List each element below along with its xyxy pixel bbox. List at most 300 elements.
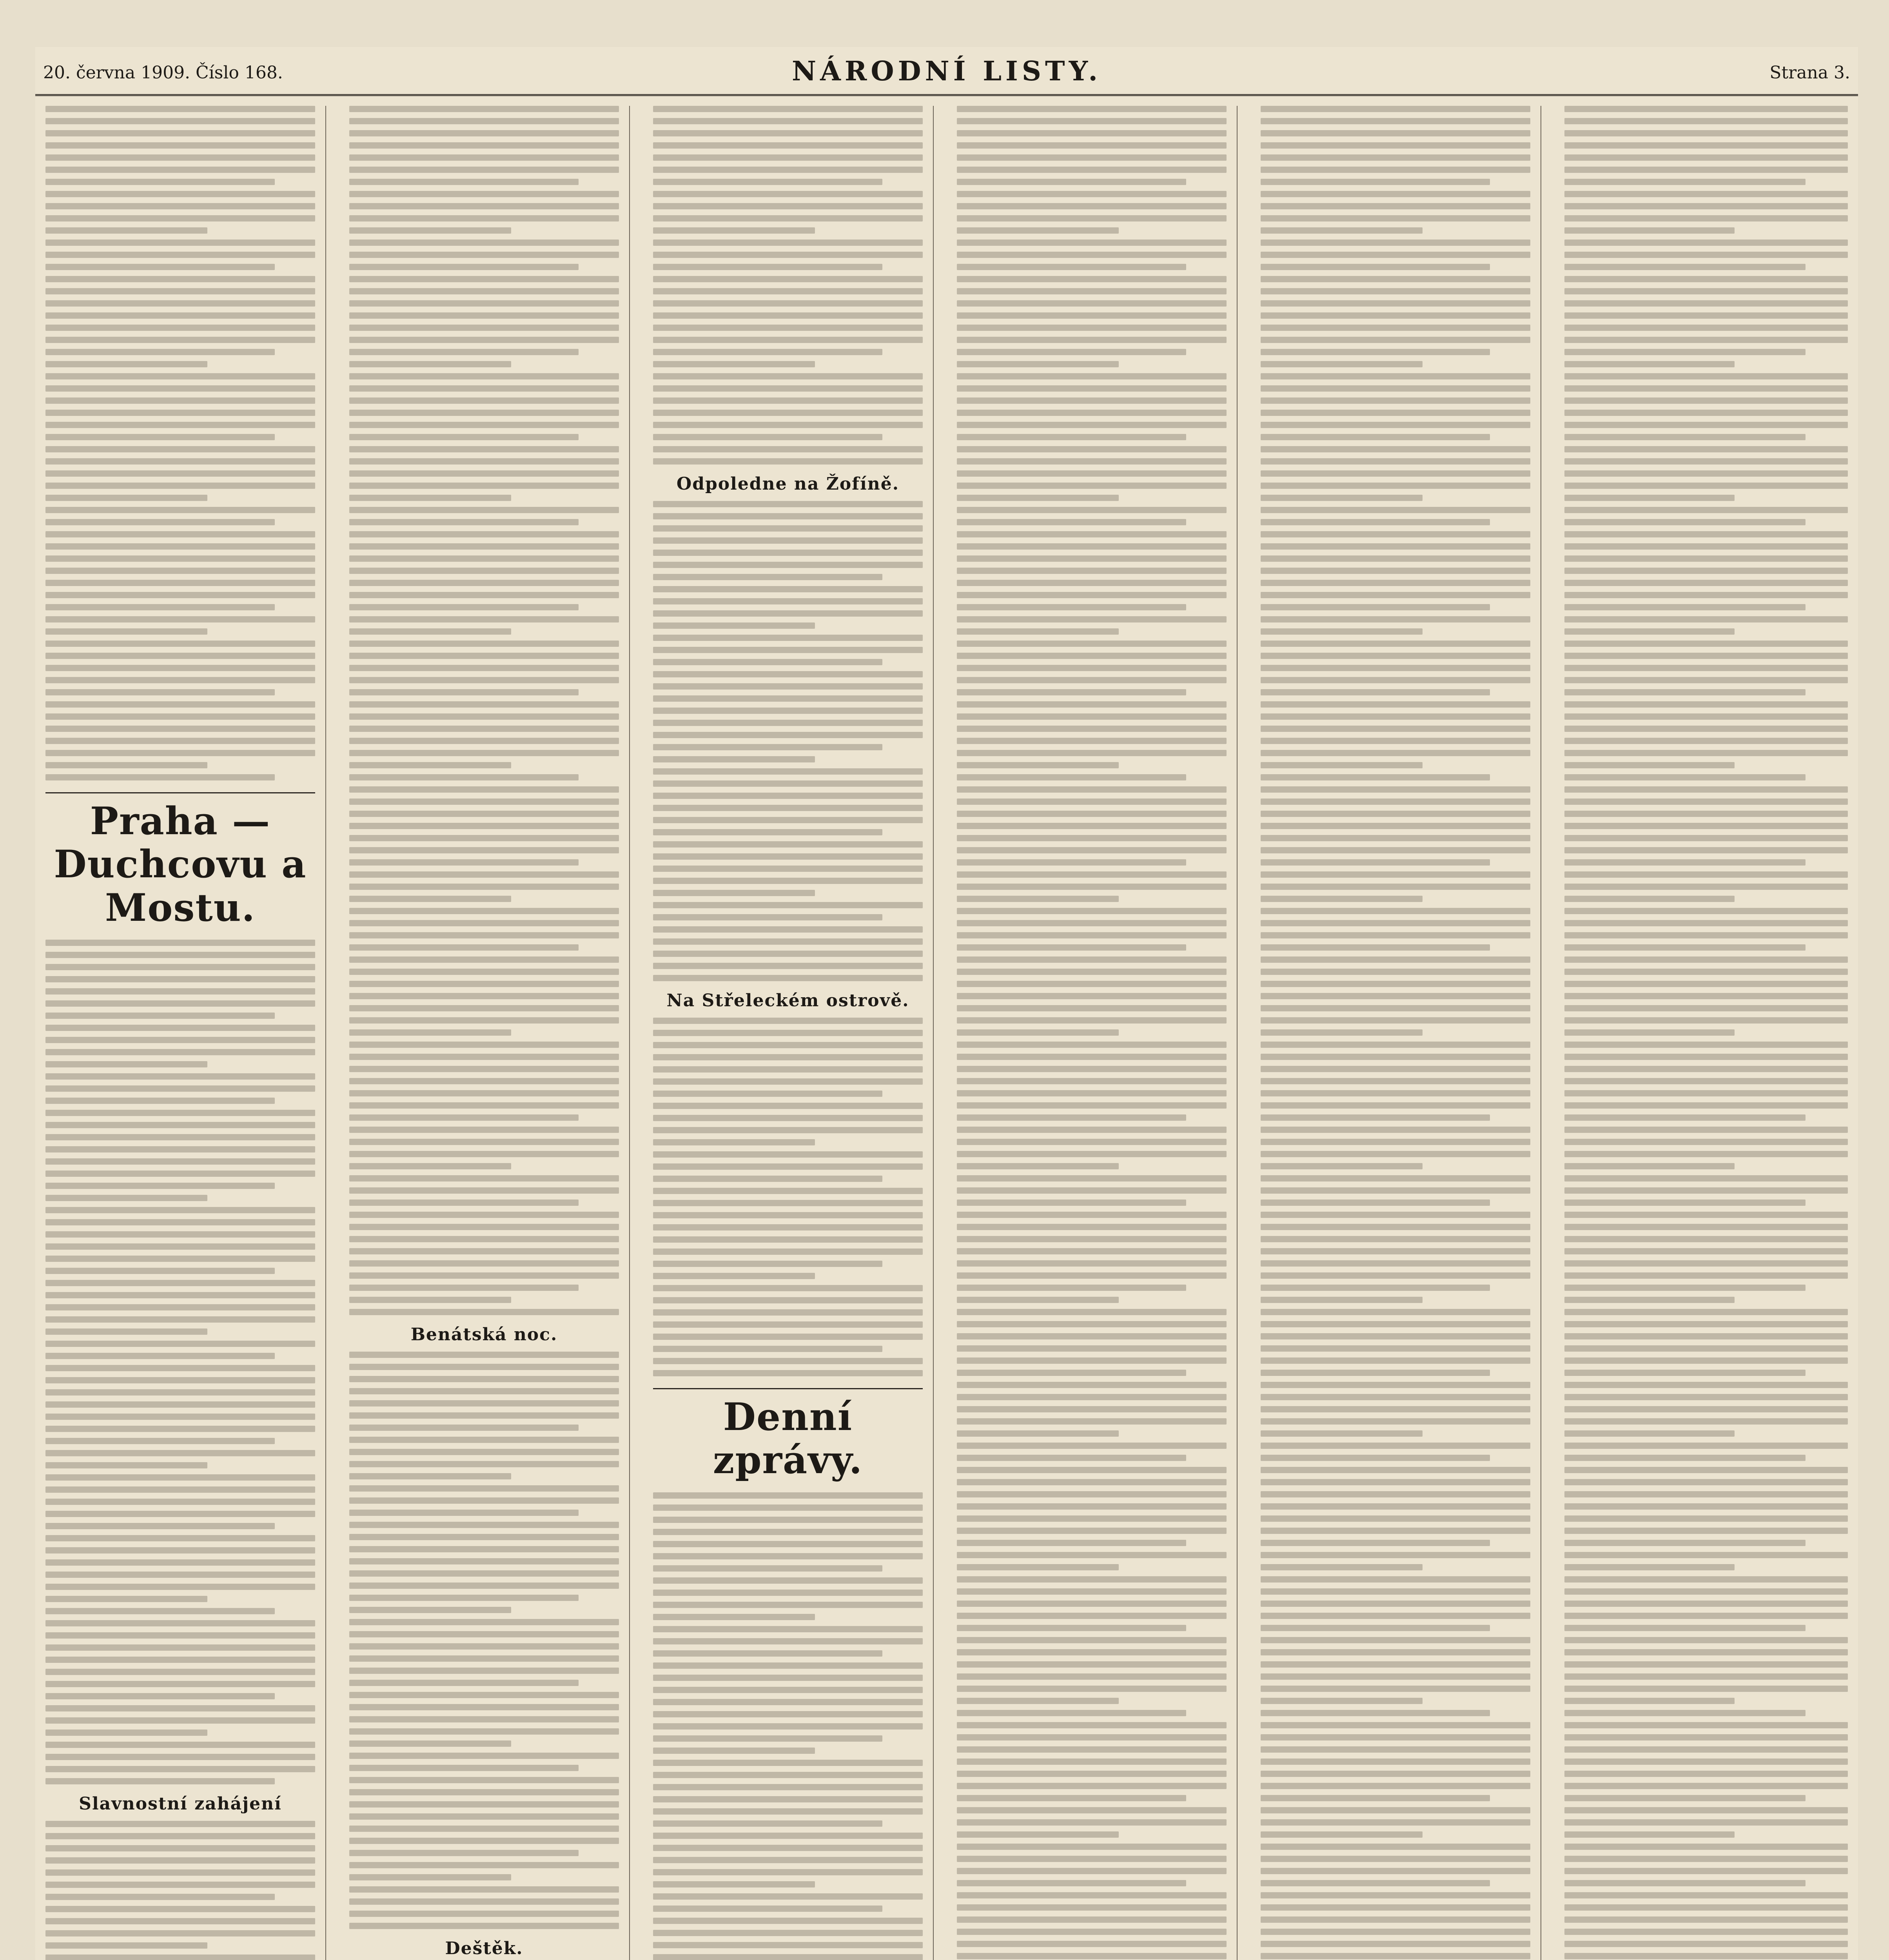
text-line — [653, 118, 923, 124]
text-line — [1261, 701, 1530, 708]
text-line — [349, 349, 579, 355]
text-line — [1261, 750, 1530, 756]
text-line — [45, 434, 275, 440]
column-3 — [643, 106, 934, 1960]
text-line — [1564, 1260, 1848, 1267]
text-line — [349, 1862, 619, 1868]
text-line — [45, 507, 315, 513]
text-line — [1564, 1139, 1848, 1145]
text-line — [1261, 908, 1530, 914]
text-line — [1261, 1503, 1530, 1510]
text-line — [1564, 1200, 1806, 1206]
page-header — [35, 47, 1858, 96]
text-line — [653, 1297, 923, 1303]
text-line — [45, 458, 315, 465]
text-line — [45, 1462, 207, 1468]
text-line — [653, 525, 923, 532]
text-line — [349, 1595, 579, 1601]
text-line — [957, 580, 1227, 586]
text-line — [653, 1042, 923, 1048]
text-line — [1261, 264, 1490, 270]
text-line — [1261, 1248, 1530, 1254]
column-1-body — [35, 106, 325, 780]
text-line — [1261, 1759, 1530, 1765]
text-line — [653, 574, 882, 580]
text-line — [1564, 1357, 1848, 1364]
text-line — [1564, 1576, 1848, 1583]
text-line — [957, 604, 1186, 610]
text-line — [349, 227, 511, 234]
text-line — [653, 963, 923, 969]
text-line — [1564, 1370, 1806, 1376]
text-line — [653, 1018, 923, 1024]
text-line — [1564, 288, 1848, 294]
text-line — [1261, 470, 1530, 477]
text-line — [1564, 264, 1806, 270]
text-line — [957, 1066, 1227, 1072]
text-line — [1261, 1078, 1530, 1084]
text-line — [957, 1248, 1227, 1254]
text-line — [45, 1110, 315, 1116]
text-line — [957, 1686, 1227, 1692]
text-line — [1564, 1345, 1848, 1352]
text-line — [349, 1260, 619, 1267]
text-line — [45, 1547, 315, 1553]
text-line — [957, 1394, 1227, 1400]
text-line — [45, 1857, 315, 1864]
text-line — [1564, 1430, 1735, 1437]
text-line — [957, 1200, 1186, 1206]
text-line — [957, 130, 1227, 136]
text-line — [1261, 1163, 1423, 1169]
text-line — [1564, 312, 1848, 319]
text-line — [1261, 969, 1530, 975]
text-line — [349, 580, 619, 586]
text-line — [957, 215, 1227, 221]
text-line — [957, 1406, 1227, 1412]
text-line — [349, 1224, 619, 1230]
text-line — [1564, 1005, 1848, 1011]
text-line — [957, 373, 1227, 379]
text-line — [1261, 1066, 1530, 1072]
text-line — [45, 252, 315, 258]
text-line — [45, 397, 315, 404]
text-line — [1564, 130, 1848, 136]
text-line — [957, 312, 1227, 319]
text-line — [957, 1285, 1186, 1291]
column-1-body-2 — [35, 940, 325, 1784]
text-line — [349, 1066, 619, 1072]
text-line — [653, 1723, 923, 1730]
text-line — [1261, 896, 1423, 902]
text-line — [1564, 154, 1848, 161]
text-line — [1261, 1576, 1530, 1583]
text-line — [45, 1669, 315, 1675]
text-line — [349, 167, 619, 173]
text-line — [957, 823, 1227, 829]
text-line — [45, 1717, 315, 1724]
text-line — [1564, 446, 1848, 452]
text-line — [1564, 325, 1848, 331]
text-line — [1261, 373, 1530, 379]
text-line — [349, 1388, 619, 1394]
text-line — [957, 1357, 1227, 1364]
text-line — [45, 1377, 315, 1383]
text-line — [45, 1450, 315, 1456]
text-line — [957, 1661, 1227, 1668]
text-line — [45, 726, 315, 732]
text-line — [45, 1414, 315, 1420]
text-line — [349, 1029, 511, 1036]
text-line — [957, 1819, 1227, 1826]
text-line — [1261, 1880, 1490, 1886]
text-line — [45, 1535, 315, 1541]
text-line — [1261, 932, 1530, 938]
text-line — [1261, 1029, 1423, 1036]
text-line — [957, 616, 1227, 622]
text-line — [45, 628, 207, 635]
text-line — [957, 665, 1227, 671]
text-line — [45, 738, 315, 744]
text-line — [45, 940, 315, 946]
text-line — [45, 1438, 275, 1444]
text-line — [957, 896, 1119, 902]
text-line — [349, 1619, 619, 1625]
text-line — [1564, 300, 1848, 307]
text-line — [653, 537, 923, 544]
text-line — [1564, 1503, 1848, 1510]
text-line — [1564, 592, 1848, 598]
text-line — [1564, 1272, 1848, 1279]
text-line — [1564, 1686, 1848, 1692]
text-line — [1261, 1637, 1530, 1643]
text-line — [1564, 252, 1848, 258]
text-line — [349, 653, 619, 659]
text-line — [45, 1183, 275, 1189]
text-line — [1564, 349, 1806, 355]
text-line — [653, 951, 923, 957]
text-line — [957, 385, 1227, 392]
text-line — [1261, 1831, 1423, 1838]
text-line — [1564, 908, 1848, 914]
text-line — [349, 446, 619, 452]
text-line — [653, 1687, 923, 1693]
text-line — [349, 1042, 619, 1048]
text-line — [1261, 568, 1530, 574]
text-line — [957, 1916, 1227, 1923]
text-line — [45, 1778, 275, 1784]
text-line — [1261, 106, 1530, 112]
column-3-body-4 — [643, 1492, 933, 1960]
text-line — [653, 1492, 923, 1499]
text-line — [1564, 142, 1848, 149]
text-line — [957, 264, 1186, 270]
text-line — [349, 1248, 619, 1254]
text-line — [45, 1754, 315, 1760]
text-line — [957, 1759, 1227, 1765]
text-line — [1261, 1673, 1530, 1680]
text-line — [1261, 653, 1530, 659]
text-line — [653, 1370, 923, 1376]
text-line — [1261, 1929, 1530, 1935]
text-line — [1564, 1868, 1848, 1874]
text-line — [45, 422, 315, 428]
text-line — [653, 720, 923, 726]
text-line — [1261, 580, 1530, 586]
text-line — [349, 944, 579, 951]
text-line — [1564, 1127, 1848, 1133]
text-line — [1564, 628, 1735, 635]
text-line — [653, 708, 923, 714]
text-line — [653, 1662, 923, 1669]
text-line — [1564, 1114, 1806, 1121]
text-line — [349, 616, 619, 622]
text-line — [653, 106, 923, 112]
text-line — [1564, 1601, 1848, 1607]
text-line — [1564, 227, 1735, 234]
text-line — [1564, 179, 1806, 185]
text-line — [45, 483, 315, 489]
text-line — [1261, 1649, 1530, 1655]
text-line — [45, 1523, 275, 1529]
text-line — [349, 592, 619, 598]
text-line — [957, 106, 1227, 112]
text-line — [957, 1078, 1227, 1084]
text-line — [1261, 774, 1490, 780]
article-columns — [35, 106, 1858, 1960]
text-line — [1261, 1686, 1530, 1692]
column-5-body — [1250, 106, 1541, 1960]
text-line — [349, 1473, 511, 1479]
text-line — [45, 1596, 207, 1602]
text-line — [45, 713, 315, 720]
text-line — [653, 1200, 923, 1206]
text-line — [957, 1139, 1227, 1145]
text-line — [1564, 167, 1848, 173]
text-line — [957, 653, 1227, 659]
text-line — [957, 276, 1227, 282]
text-line — [1261, 1005, 1530, 1011]
text-line — [1564, 1467, 1848, 1473]
text-line — [1564, 337, 1848, 343]
text-line — [957, 1467, 1227, 1473]
text-line — [349, 1510, 579, 1516]
text-line — [957, 993, 1227, 999]
text-line — [349, 325, 619, 331]
text-line — [1261, 276, 1530, 282]
text-line — [45, 1195, 207, 1201]
text-line — [653, 695, 923, 702]
text-line — [957, 361, 1119, 367]
text-line — [45, 555, 315, 562]
text-line — [957, 1503, 1227, 1510]
text-line — [45, 1766, 315, 1772]
text-line — [957, 1552, 1227, 1558]
text-line — [653, 337, 923, 343]
text-line — [653, 1541, 923, 1547]
text-line — [1564, 203, 1848, 209]
text-line — [653, 154, 923, 161]
text-line — [45, 106, 315, 112]
text-line — [653, 914, 882, 920]
text-line — [957, 1297, 1119, 1303]
text-line — [349, 1102, 619, 1109]
text-line — [349, 726, 619, 732]
text-line — [1564, 1102, 1848, 1109]
text-line — [1261, 325, 1530, 331]
text-line — [45, 543, 315, 550]
text-line — [653, 1346, 882, 1352]
text-line — [957, 1321, 1227, 1327]
text-line — [1261, 592, 1530, 598]
text-line — [1261, 130, 1530, 136]
text-line — [45, 519, 275, 525]
text-line — [349, 1801, 619, 1808]
text-line — [957, 1212, 1227, 1218]
text-line — [1564, 811, 1848, 817]
text-line — [45, 1146, 315, 1152]
text-line — [349, 106, 619, 112]
text-line — [1261, 1868, 1530, 1874]
text-line — [45, 1122, 315, 1128]
text-line — [349, 203, 619, 209]
text-line — [349, 130, 619, 136]
text-line — [349, 1898, 619, 1905]
text-line — [45, 568, 315, 574]
text-line — [349, 1400, 619, 1406]
text-line — [653, 817, 923, 823]
text-line — [1564, 519, 1806, 525]
text-line — [45, 1256, 315, 1262]
text-line — [653, 610, 923, 617]
text-line — [1564, 1248, 1848, 1254]
text-line — [957, 1941, 1227, 1947]
text-line — [957, 288, 1227, 294]
text-line — [957, 1090, 1227, 1096]
text-line — [1261, 1856, 1530, 1862]
text-line — [1564, 483, 1848, 489]
text-line — [45, 1098, 275, 1104]
text-line — [1261, 799, 1530, 805]
text-line — [45, 1316, 315, 1323]
text-line — [957, 422, 1227, 428]
text-line — [1564, 665, 1848, 671]
text-line — [1564, 1017, 1848, 1024]
text-line — [349, 738, 619, 744]
text-line — [957, 495, 1119, 501]
text-line — [653, 1224, 923, 1230]
text-line — [1564, 835, 1848, 841]
text-line — [1261, 665, 1530, 671]
text-line — [349, 786, 619, 793]
text-line — [45, 1930, 315, 1936]
text-line — [957, 1455, 1186, 1461]
text-line — [1564, 1418, 1848, 1425]
text-line — [349, 1643, 619, 1650]
text-line — [45, 1341, 315, 1347]
text-line — [1564, 410, 1848, 416]
column-2-body-2 — [339, 1352, 629, 1929]
text-line — [1564, 1151, 1848, 1157]
text-line — [1261, 1285, 1490, 1291]
text-line — [1261, 1588, 1530, 1595]
text-line — [45, 118, 315, 124]
text-line — [45, 130, 315, 136]
text-line — [1564, 1710, 1806, 1716]
text-line — [653, 1650, 882, 1657]
text-line — [957, 1491, 1227, 1497]
text-line — [957, 786, 1227, 793]
text-line — [957, 811, 1227, 817]
text-line — [1261, 495, 1423, 501]
text-line — [957, 1260, 1227, 1267]
text-line — [1261, 434, 1490, 440]
text-line — [957, 1382, 1227, 1388]
text-line — [1261, 240, 1530, 246]
text-line — [349, 811, 619, 817]
text-line — [653, 434, 882, 440]
text-line — [653, 1078, 923, 1085]
text-line — [957, 1528, 1227, 1534]
text-line — [349, 956, 619, 963]
text-line — [957, 1345, 1227, 1352]
text-line — [45, 1486, 315, 1493]
text-line — [1261, 458, 1530, 465]
text-line — [1564, 1066, 1848, 1072]
text-line — [349, 701, 619, 708]
text-line — [957, 397, 1227, 404]
text-line — [1261, 641, 1530, 647]
text-line — [957, 981, 1227, 987]
text-line — [957, 1042, 1227, 1048]
text-line — [1261, 1272, 1530, 1279]
text-line — [957, 799, 1227, 805]
text-line — [349, 1272, 619, 1279]
text-line — [45, 1608, 275, 1614]
text-line — [957, 1029, 1119, 1036]
text-line — [1261, 1382, 1530, 1388]
text-line — [45, 215, 315, 221]
text-line — [1261, 422, 1530, 428]
text-line — [45, 470, 315, 477]
text-line — [45, 641, 315, 647]
text-line — [957, 240, 1227, 246]
text-line — [349, 847, 619, 853]
text-line — [653, 1236, 923, 1243]
text-line — [1564, 422, 1848, 428]
text-line — [349, 1497, 619, 1504]
text-line — [349, 1789, 619, 1795]
column-3-body-3 — [643, 1018, 933, 1376]
text-line — [957, 1102, 1227, 1109]
text-line — [1564, 1297, 1735, 1303]
text-line — [349, 823, 619, 829]
text-line — [349, 1054, 619, 1060]
text-line — [45, 1401, 315, 1408]
text-line — [1564, 555, 1848, 562]
text-line — [957, 483, 1227, 489]
text-line — [45, 1906, 315, 1912]
text-line — [349, 1923, 619, 1929]
text-line — [1261, 1540, 1490, 1546]
text-line — [349, 1765, 579, 1771]
text-line — [45, 288, 315, 294]
text-line — [1261, 1345, 1530, 1352]
text-line — [1564, 726, 1848, 732]
text-line — [1261, 337, 1530, 343]
text-line — [957, 1637, 1227, 1643]
headline-praha-duchcovu: Praha — Duchcovu a Mostu. — [45, 792, 315, 929]
